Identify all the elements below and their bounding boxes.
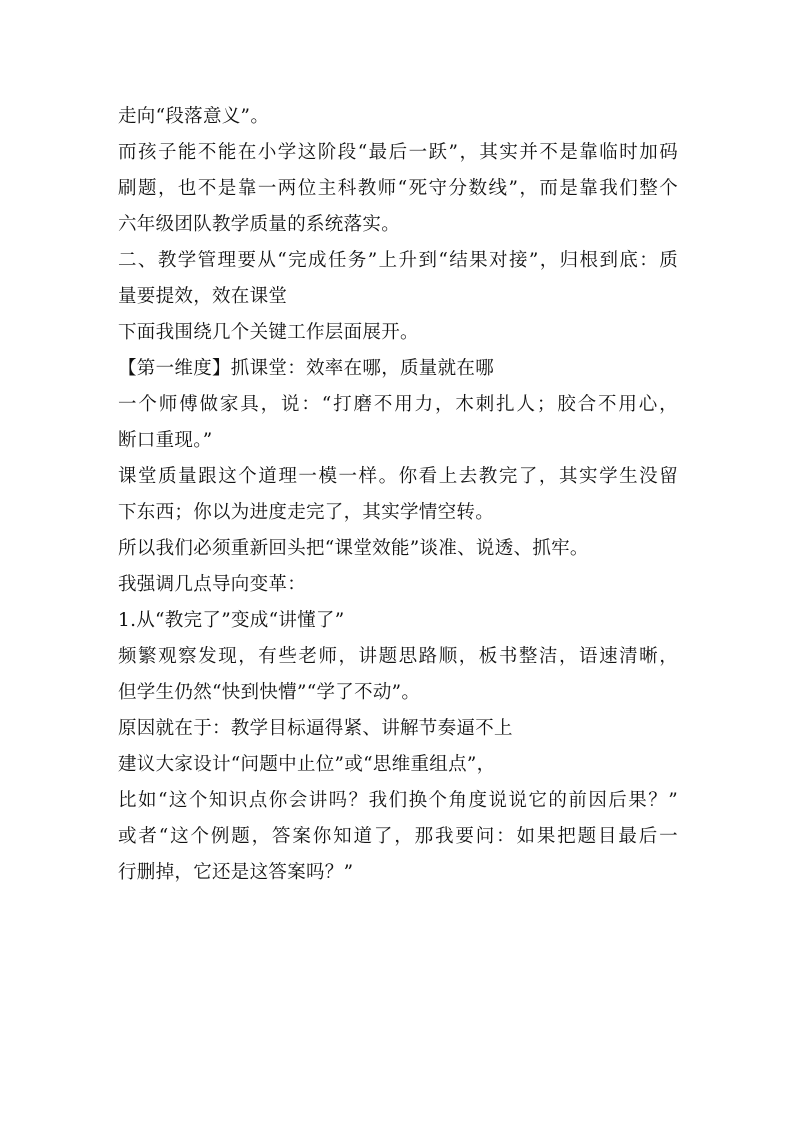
- text-line: 六年级团队教学质量的系统落实。: [118, 214, 401, 235]
- text-line: 断口重现。”: [118, 430, 213, 451]
- text-line: 而孩子能不能在小学这阶段“最后一跃”，其实并不是靠临时加码: [118, 142, 678, 163]
- text-line: 一个师傅做家具，说：“打磨不用力，木刺扎人；胶合不用心，: [118, 394, 678, 415]
- text-line: 【第一维度】抓课堂：效率在哪，质量就在哪: [118, 358, 495, 379]
- text-line: 走向“段落意义”。: [118, 106, 270, 127]
- text-line: 课堂质量跟这个道理一模一样。你看上去教完了，其实学生没留: [118, 466, 678, 487]
- text-line: 所以我们必须重新回头把“课堂效能”谈准、说透、抓牢。: [118, 538, 589, 559]
- text-line: 原因就在于：教学目标逼得紧、讲解节奏逼不上: [118, 718, 513, 739]
- text-line: 比如“这个知识点你会讲吗？我们换个角度说说它的前因后果？”: [118, 790, 678, 811]
- text-line: 下面我围绕几个关键工作层面展开。: [118, 322, 419, 343]
- text-line: 行删掉，它还是这答案吗？”: [118, 862, 354, 883]
- text-line: 或者“这个例题，答案你知道了，那我要问：如果把题目最后一: [118, 826, 678, 847]
- text-line: 刷题，也不是靠一两位主科教师“死守分数线”，而是靠我们整个: [118, 178, 678, 199]
- text-line: 量要提效，效在课堂: [118, 286, 288, 307]
- text-line: 下东西；你以为进度走完了，其实学情空转。: [118, 502, 495, 523]
- document-body: [118, 99, 678, 891]
- text-line: 我强调几点导向变革：: [118, 574, 307, 595]
- text-line: 建议大家设计“问题中止位”或“思维重组点”，: [118, 754, 496, 775]
- text-line: 频繁观察发现，有些老师，讲题思路顺，板书整洁，语速清晰，: [118, 646, 678, 667]
- text-line: 但学生仍然“快到快懵”“学了不动”。: [118, 682, 421, 703]
- text-line: 二、教学管理要从“完成任务”上升到“结果对接”，归根到底：质: [118, 250, 678, 271]
- text-line: 1.从“教完了”变成“讲懂了”: [118, 610, 345, 631]
